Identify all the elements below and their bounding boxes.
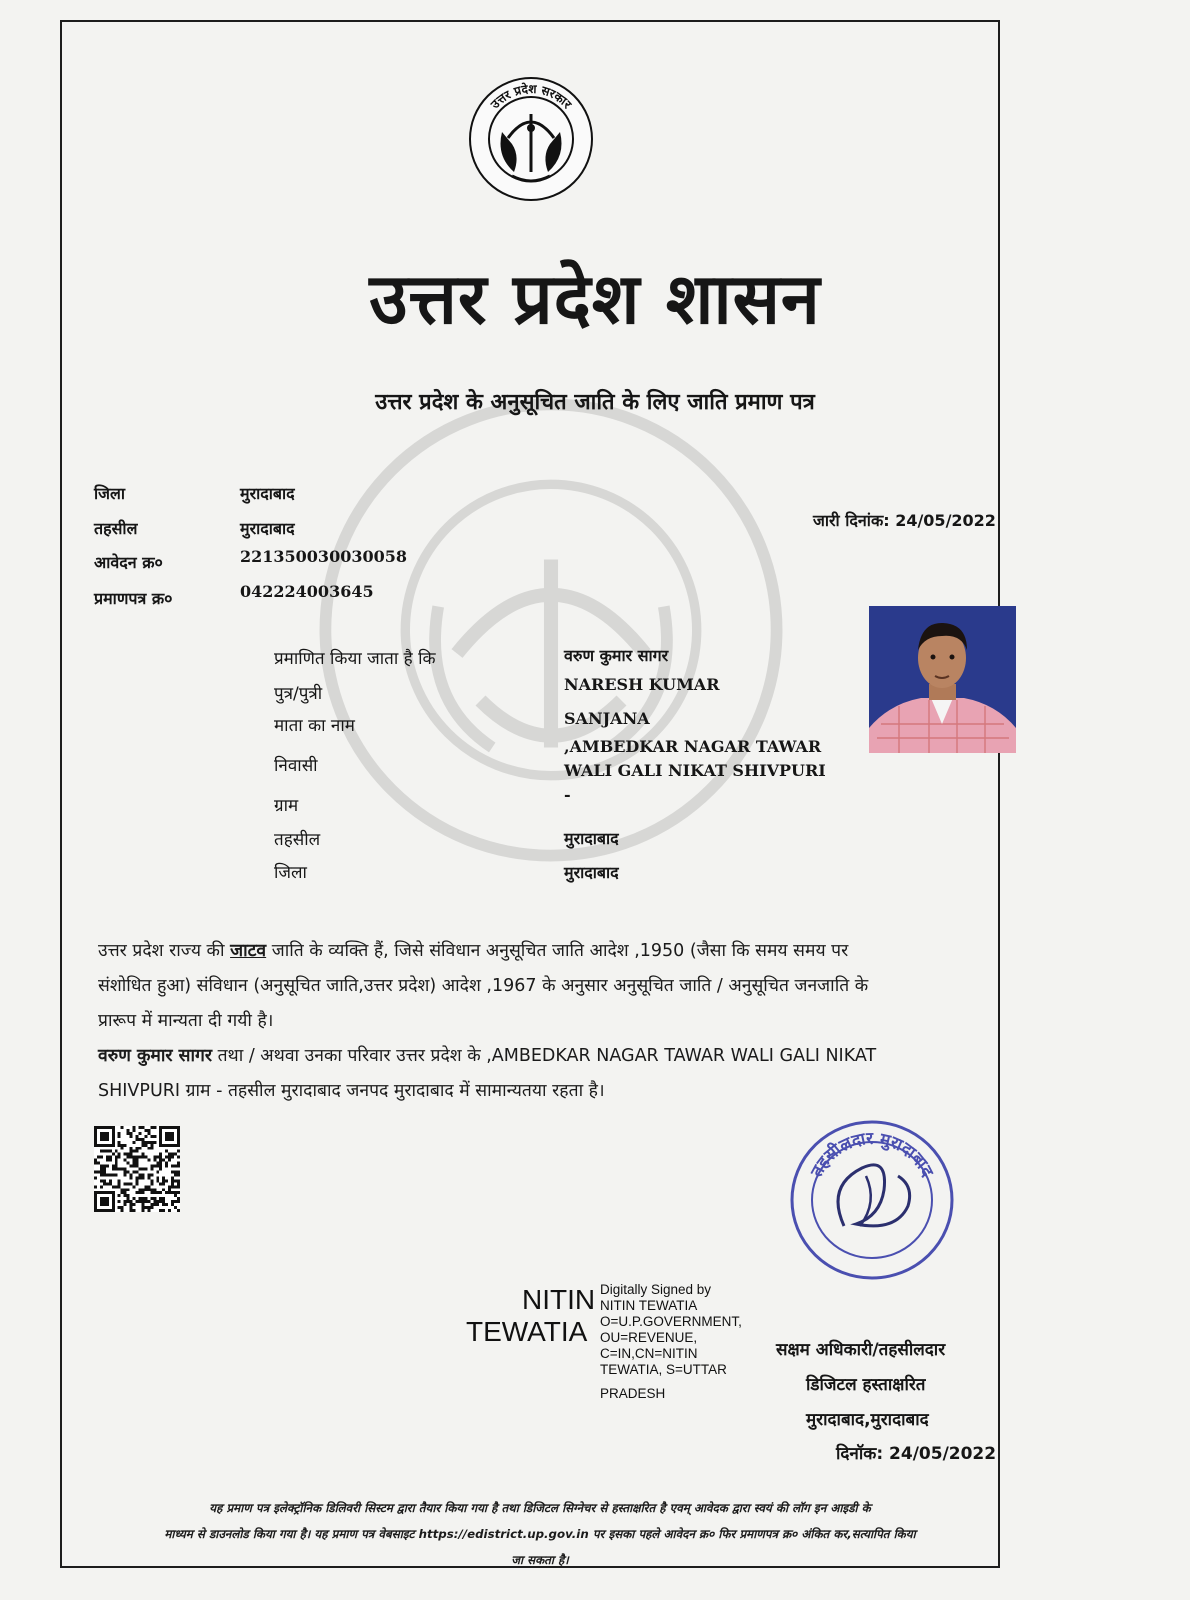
- issue-date: जारी दिनांक: 24/05/2022: [813, 511, 996, 530]
- resident-label: निवासी: [274, 756, 318, 776]
- watermark-emblem-icon: [316, 395, 786, 865]
- svg-text:उत्तर प्रदेश सरकार: उत्तर प्रदेश सरकार: [487, 81, 575, 112]
- svg-text:तहसीलदार मुरादाबाद: तहसीलदार मुरादाबाद: [807, 1128, 937, 1181]
- detail-tehsil-label: तहसील: [274, 830, 321, 850]
- district-value: मुरादाबाद: [240, 484, 295, 503]
- detail-district-value: मुरादाबाद: [564, 863, 619, 882]
- tehsildar-seal-stamp: [786, 1116, 958, 1284]
- caste-name: जाटव: [230, 941, 267, 961]
- tehsil-label: तहसील: [94, 519, 138, 538]
- mother-label: माता का नाम: [274, 716, 355, 736]
- detail-district-label: जिला: [274, 863, 307, 883]
- village-value: -: [564, 785, 571, 804]
- signer-name-line-2: TEWATIA: [466, 1316, 588, 1347]
- certified-label: प्रमाणित किया जाता है कि: [274, 649, 436, 669]
- footer-disclaimer: यह प्रमाण पत्र इलेक्ट्रॉनिक डिलिवरी सिस्टम द्वारा तैयार किया गया है तथा डिजिटल सिग्नेचर से हस्ताक्षरित है एवम् आवेदक द्वारा स्वयं की लॉग इन आइडी के माध्यम से डाउनलोड किया गया है। यह प्रमाण पत्र वेबसाइट https://edistrict.up.gov.in पर इसका पहले आवेदन क्र० फिर प्रमाणपत्र क्र० अंकित कर,सत्यापित किया जा सकता है।: [164, 1501, 916, 1567]
- father-name: NARESH KUMAR: [564, 675, 720, 694]
- application-number: 221350030030058: [240, 547, 407, 566]
- child-of-label: पुत्र/पुत्री: [274, 684, 323, 704]
- mother-name: SANJANA: [564, 709, 650, 728]
- address-line-1: ,AMBEDKAR NAGAR TAWAR: [564, 737, 822, 756]
- application-label: आवेदन क्र०: [94, 553, 163, 572]
- signature-date: दिनॉक: 24/05/2022: [836, 1444, 997, 1464]
- residence-statement-paragraph: वरुण कुमार सागर तथा / अथवा उनका परिवार उत्तर प्रदेश के ,AMBEDKAR NAGAR TAWAR WALI GALI NIKAT SHIVPURI ग्राम - तहसील मुरादाबाद जनपद मुरादाबाद में सामान्यतया रहता है।: [98, 1046, 877, 1101]
- office-place: मुरादाबाद,मुरादाबाद: [806, 1410, 929, 1430]
- applicant-name: वरुण कुमार सागर: [564, 646, 669, 665]
- village-label: ग्राम: [274, 796, 299, 816]
- certificate-number: 042224003645: [240, 582, 374, 601]
- detail-tehsil-value: मुरादाबाद: [564, 829, 619, 848]
- signer-name-line-1: NITIN: [522, 1284, 596, 1315]
- officer-designation: सक्षम अधिकारी/तहसीलदार: [776, 1340, 946, 1360]
- address-line-2: WALI GALI NIKAT SHIVPURI: [564, 761, 826, 780]
- certificate-number-label: प्रमाणपत्र क्र०: [94, 589, 173, 608]
- caste-statement-paragraph: उत्तर प्रदेश राज्य की जाटव जाति के व्यक्ति हैं, जिसे संविधान अनुसूचित जाति आदेश ,1950 (जैसा कि समय समय पर संशोधित हुआ) संविधान (अनुसूचित जाति,उत्तर प्रदेश) आदेश ,1967 के अनुसार अनुसूचित जाति / अनुसूचित जनजाति के प्रारूप में मान्यता दी गयी है।: [98, 941, 869, 1031]
- up-government-emblem-icon: [468, 76, 594, 202]
- tehsil-value: मुरादाबाद: [240, 519, 295, 538]
- district-label: जिला: [94, 484, 126, 503]
- verification-qr-code[interactable]: [94, 1126, 180, 1212]
- applicant-photo: [869, 606, 1016, 753]
- digitally-signed-label: डिजिटल हस्ताक्षरित: [806, 1375, 926, 1395]
- digital-signature-details: Digitally Signed by NITIN TEWATIA O=U.P.GOVERNMENT, OU=REVENUE, C=IN,CN=NITIN TEWATIA, S=UTTAR PRADESH: [600, 1282, 742, 1401]
- certificate-title: उत्तर प्रदेश के अनुसूचित जाति के लिए जाति प्रमाण पत्र: [375, 390, 815, 415]
- government-title: उत्तर प्रदेश शासन: [369, 258, 821, 340]
